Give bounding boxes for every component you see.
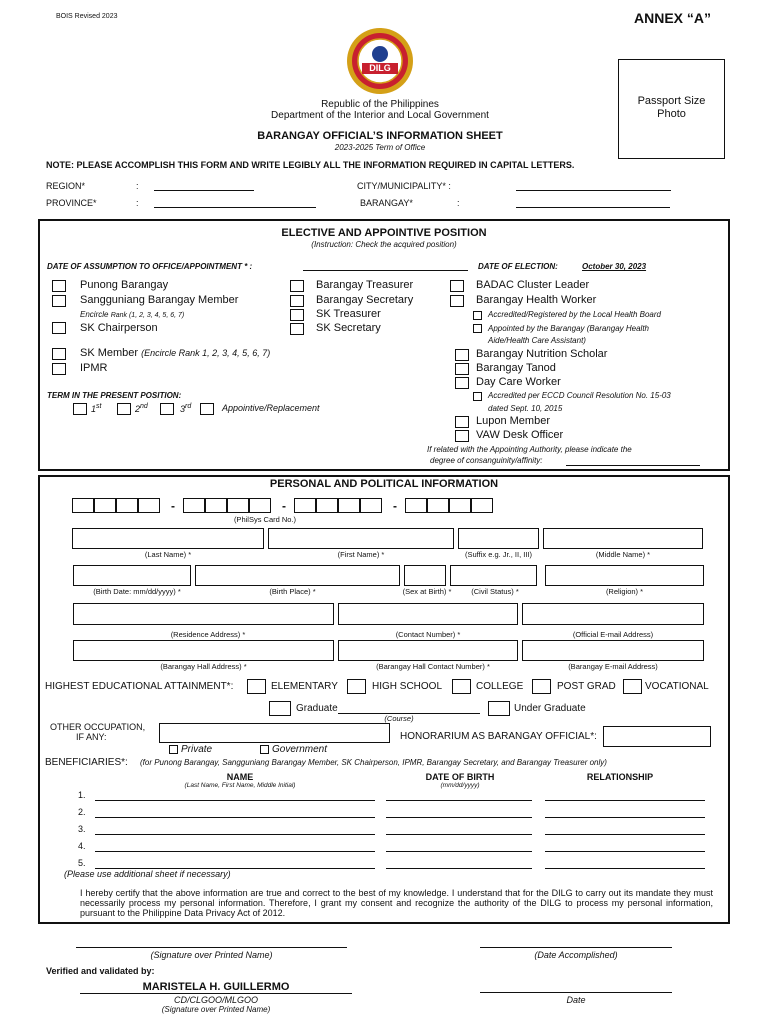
philsys-digit-box[interactable] (427, 498, 449, 513)
postgrad-label: POST GRAD (557, 681, 616, 692)
bns-checkbox[interactable] (455, 349, 469, 361)
logo-text: DILG (369, 63, 391, 73)
sex-field[interactable] (404, 565, 446, 586)
sk-member-rank: (Encircle Rank 1, 2, 3, 4, 5, 6, 7) (141, 348, 271, 358)
government-checkbox[interactable] (260, 745, 269, 754)
beneficiary-row-number: 5. (78, 858, 86, 868)
form-title: BARANGAY OFFICIAL’S INFORMATION SHEET (257, 130, 503, 142)
daycare-checkbox[interactable] (455, 377, 469, 389)
private-label: Private (181, 744, 213, 755)
bhw-appointed-label-1: Appointed by the Barangay (Barangay Health (488, 324, 649, 333)
last-name-label: (Last Name) * (144, 550, 192, 559)
personal-title: PERSONAL AND POLITICAL INFORMATION (269, 478, 499, 490)
beneficiary-dob-field[interactable] (386, 800, 532, 801)
honorarium-field[interactable] (603, 726, 711, 747)
beneficiary-dob-field[interactable] (386, 851, 532, 852)
tanod-checkbox[interactable] (455, 363, 469, 375)
undergrad-label: Under Graduate (514, 703, 586, 714)
contact-field[interactable] (338, 603, 518, 625)
beneficiary-name-field[interactable] (95, 800, 375, 801)
hall-address-label: (Barangay Hall Address) * (160, 662, 247, 671)
daycare-acc-label-2: dated Sept. 10, 2015 (488, 404, 563, 413)
philsys-digit-box[interactable] (138, 498, 160, 513)
graduate-label: Graduate (296, 703, 338, 714)
sex-label: (Sex at Birth) * (402, 587, 452, 596)
last-name-field[interactable] (72, 528, 264, 549)
beneficiary-row-number: 2. (78, 807, 86, 817)
bhw-checkbox[interactable] (450, 295, 464, 307)
department-label: Department of the Interior and Local Government (271, 110, 489, 121)
hall-contact-label: (Barangay Hall Contact Number) * (376, 662, 490, 671)
highschool-label: HIGH SCHOOL (372, 681, 443, 692)
brgy-email-field[interactable] (522, 640, 704, 661)
col-dob-sub: (mm/dd/yyyy) (440, 782, 480, 789)
beneficiary-relationship-field[interactable] (545, 851, 705, 852)
vaw-checkbox[interactable] (455, 430, 469, 442)
election-date: October 30, 2023 (582, 262, 647, 271)
elementary-label: ELEMENTARY (271, 681, 338, 692)
photo-label-1: Passport Size (637, 95, 706, 107)
certification-text: I hereby certify that the above information are true and correct to the best of my knowledge. I understand that for the DILG to carry out its mandate they must necessarily process my personal information. Therefore, I grant my consent and recognize the authority of the DILG to process my personal information, pursuant to the Philippine Data Privacy Act of 2012. (80, 888, 713, 918)
city-label: CITY/MUNICIPALITY* : (357, 181, 451, 191)
secretary-label: Barangay Secretary (316, 294, 414, 306)
bhw-appointed-checkbox[interactable] (473, 324, 482, 333)
beneficiary-relationship-field[interactable] (545, 834, 705, 835)
note-text: NOTE: PLEASE ACCOMPLISH THIS FORM AND WRITE LEGIBLY ALL THE INFORMATION REQUIRED IN CAPITAL LETTERS. (46, 160, 575, 170)
graduate-checkbox[interactable] (269, 701, 291, 716)
col-name-sub: (Last Name, First Name, Middle Initial) (184, 782, 296, 789)
region-field[interactable] (154, 190, 254, 191)
term-3-sup: rd (185, 403, 192, 410)
honorarium-label: HONORARIUM AS BARANGAY OFFICIAL*: (400, 731, 597, 742)
verifier-sig-label: (Signature over Printed Name) (161, 1005, 271, 1014)
treasurer-checkbox[interactable] (290, 280, 304, 292)
brgy-email-label: (Barangay E-mail Address) (568, 662, 658, 671)
philsys-digit-box[interactable] (183, 498, 205, 513)
philsys-dash-2: - (282, 499, 286, 513)
bhw-label: Barangay Health Worker (476, 294, 597, 306)
suffix-field[interactable] (458, 528, 539, 549)
vocational-checkbox[interactable] (623, 679, 642, 694)
term-2-checkbox[interactable] (117, 403, 131, 415)
kagawad-checkbox[interactable] (52, 295, 66, 307)
barangay-colon: : (457, 198, 460, 208)
college-label: COLLEGE (476, 681, 524, 692)
beneficiary-name-field[interactable] (95, 834, 375, 835)
encircle-label: Encircle (80, 310, 109, 319)
first-name-field[interactable] (268, 528, 454, 549)
region-label: REGION* (46, 181, 86, 191)
elementary-checkbox[interactable] (247, 679, 266, 694)
position-section (38, 219, 730, 471)
sk-treasurer-checkbox[interactable] (290, 309, 304, 321)
kagawad-label: Sangguniang Barangay Member (80, 294, 239, 306)
email-label: (Official E-mail Address) (572, 630, 654, 639)
signature-label: (Signature over Printed Name) (150, 950, 273, 960)
middle-name-field[interactable] (543, 528, 703, 549)
birth-place-label: (Birth Place) * (269, 587, 316, 596)
sk-secretary-checkbox[interactable] (290, 323, 304, 335)
col-rel-header: RELATIONSHIP (586, 772, 654, 782)
other-occ-label-1: OTHER OCCUPATION, (50, 722, 146, 732)
beneficiary-dob-field[interactable] (386, 868, 532, 869)
hall-contact-field[interactable] (338, 640, 518, 661)
ipmr-checkbox[interactable] (52, 363, 66, 375)
philsys-label: (PhilSys Card No.) (233, 515, 297, 524)
hall-address-field[interactable] (73, 640, 334, 661)
tanod-label: Barangay Tanod (476, 362, 556, 374)
birth-date-field[interactable] (73, 565, 191, 586)
beneficiary-relationship-field[interactable] (545, 800, 705, 801)
col-name-header: NAME (226, 772, 254, 782)
verified-label: Verified and validated by: (46, 966, 155, 976)
philsys-digit-box[interactable] (294, 498, 316, 513)
philsys-digit-box[interactable] (227, 498, 249, 513)
bhw-accredited-checkbox[interactable] (473, 311, 482, 320)
birth-place-field[interactable] (195, 565, 400, 586)
beneficiaries-note: (for Punong Barangay, Sangguniang Barangay Member, SK Chairperson, IPMR, Barangay Secretary, and Barangay Treasurer only) (140, 758, 607, 767)
beneficiary-relationship-field[interactable] (545, 817, 705, 818)
sk-secretary-label: SK Secretary (316, 322, 381, 334)
term-2-label: 2 (135, 404, 141, 414)
election-label: DATE OF ELECTION: (478, 262, 558, 271)
philsys-digit-box[interactable] (360, 498, 382, 513)
beneficiary-row-number: 4. (78, 841, 86, 851)
province-label: PROVINCE* (46, 198, 97, 208)
verifier-role: CD/CLGOO/MLGOO (173, 995, 258, 1005)
philsys-digit-box[interactable] (405, 498, 427, 513)
city-field[interactable] (516, 190, 671, 191)
verifier-name: MARISTELA H. GUILLERMO (142, 981, 290, 993)
region-colon: : (136, 181, 139, 191)
civil-status-field[interactable] (450, 565, 537, 586)
additional-sheet-note: (Please use additional sheet if necessary) (64, 869, 231, 879)
sk-chair-checkbox[interactable] (52, 322, 66, 334)
suffix-label: (Suffix e.g. Jr., II, III) (465, 550, 532, 559)
bhw-appointed-label-2: Aide/Health Care Assistant) (488, 336, 586, 345)
first-name-label: (First Name) * (337, 550, 385, 559)
lupon-label: Lupon Member (476, 415, 550, 427)
philsys-digit-box[interactable] (449, 498, 471, 513)
dilg-logo (338, 26, 422, 96)
private-checkbox[interactable] (169, 745, 178, 754)
relation-field[interactable] (566, 465, 700, 466)
beneficiary-relationship-field[interactable] (545, 868, 705, 869)
beneficiary-name-field[interactable] (95, 851, 375, 852)
term-label: TERM IN THE PRESENT POSITION: (47, 391, 182, 400)
philsys-digit-box[interactable] (471, 498, 493, 513)
religion-label: (Religion) * (605, 587, 644, 596)
other-occ-label-2: IF ANY: (76, 732, 107, 742)
philsys-digit-box[interactable] (249, 498, 271, 513)
ipmr-label: IPMR (80, 362, 108, 374)
treasurer-label: Barangay Treasurer (316, 279, 414, 291)
sk-member-checkbox[interactable] (52, 348, 66, 360)
verifier-signature-line[interactable] (80, 993, 352, 994)
philsys-digit-box[interactable] (316, 498, 338, 513)
sk-treasurer-label: SK Treasurer (316, 308, 381, 320)
daycare-label: Day Care Worker (476, 376, 561, 388)
beneficiary-name-field[interactable] (95, 817, 375, 818)
barangay-field[interactable] (516, 207, 670, 208)
lupon-checkbox[interactable] (455, 416, 469, 428)
term-of-office: 2023-2025 Term of Office (334, 143, 426, 152)
term-3-checkbox[interactable] (160, 403, 174, 415)
other-occupation-field[interactable] (159, 723, 390, 743)
course-label: (Course) (384, 714, 414, 723)
beneficiary-row-number: 3. (78, 824, 86, 834)
passport-photo-box[interactable] (618, 59, 725, 159)
religion-field[interactable] (545, 565, 704, 586)
daycare-accredited-checkbox[interactable] (473, 392, 482, 401)
badac-label: BADAC Cluster Leader (476, 279, 590, 291)
philsys-digit-box[interactable] (116, 498, 138, 513)
term-1-label: 1 (91, 404, 97, 414)
secretary-checkbox[interactable] (290, 295, 304, 307)
term-1-sup: st (96, 403, 102, 410)
middle-name-label: (Middle Name) * (595, 550, 651, 559)
position-instruction: (Instruction: Check the acquired position) (311, 240, 457, 249)
verify-date-line[interactable] (480, 992, 672, 993)
bns-label: Barangay Nutrition Scholar (476, 348, 608, 360)
beneficiaries-label: BENEFICIARIES*: (45, 757, 128, 768)
beneficiary-dob-field[interactable] (386, 817, 532, 818)
college-checkbox[interactable] (452, 679, 471, 694)
assumption-label: DATE OF ASSUMPTION TO OFFICE/APPOINTMENT * : (47, 262, 253, 271)
bhw-accredited-label: Accredited/Registered by the Local Health Board (488, 310, 661, 319)
philsys-digit-box[interactable] (72, 498, 94, 513)
philsys-digit-box[interactable] (338, 498, 360, 513)
punong-checkbox[interactable] (52, 280, 66, 292)
birth-date-label: (Birth Date: mm/dd/yyyy) * (93, 587, 181, 596)
photo-label-2: Photo (657, 108, 686, 120)
philsys-dash-3: - (393, 499, 397, 513)
residence-label: (Residence Address) * (170, 630, 246, 639)
civil-status-label: (Civil Status) * (471, 587, 519, 596)
province-field[interactable] (154, 207, 316, 208)
province-colon: : (136, 198, 139, 208)
col-dob-header: DATE OF BIRTH (425, 772, 495, 782)
beneficiary-dob-field[interactable] (386, 834, 532, 835)
barangay-label: BARANGAY* (360, 198, 413, 208)
daycare-acc-label-1: Accredited per ECCD Council Resolution No. 15-03 (488, 391, 671, 400)
punong-label: Punong Barangay (80, 279, 169, 291)
relation-label-2: degree of consanguinity/affinity: (430, 456, 543, 465)
residence-field[interactable] (73, 603, 334, 625)
sk-chair-label: SK Chairperson (80, 322, 158, 334)
term-2-sup: nd (140, 403, 148, 410)
sk-member-label: SK Member (80, 347, 139, 359)
term-3-label: 3 (180, 404, 186, 414)
annex-label: ANNEX “A” (634, 10, 712, 26)
date-accomplished-label: (Date Accomplished) (534, 950, 618, 960)
contact-label: (Contact Number) * (395, 630, 461, 639)
position-title: ELECTIVE AND APPOINTIVE POSITION (281, 227, 487, 239)
verify-date-label: Date (566, 995, 586, 1005)
revision-label: BOIS Revised 2023 (56, 13, 118, 20)
vaw-label: VAW Desk Officer (476, 429, 564, 441)
appointive-checkbox[interactable] (200, 403, 214, 415)
vocational-label: VOCATIONAL (645, 681, 709, 692)
beneficiary-row-number: 1. (78, 790, 86, 800)
republic-label: Republic of the Philippines (321, 99, 439, 110)
signature-line[interactable] (76, 947, 347, 948)
philsys-digit-box[interactable] (94, 498, 116, 513)
relation-label-1: If related with the Appointing Authority, please indicate the (427, 445, 632, 454)
appointive-label: Appointive/Replacement (222, 403, 320, 413)
term-1-checkbox[interactable] (73, 403, 87, 415)
kagawad-rank: Rank (1, 2, 3, 4, 5, 6, 7) (110, 312, 185, 319)
email-field[interactable] (522, 603, 704, 625)
assumption-field[interactable] (303, 270, 468, 271)
education-label: HIGHEST EDUCATIONAL ATTAINMENT*: (45, 681, 234, 692)
badac-checkbox[interactable] (450, 280, 464, 292)
postgrad-checkbox[interactable] (532, 679, 551, 694)
philsys-digit-box[interactable] (205, 498, 227, 513)
highschool-checkbox[interactable] (347, 679, 366, 694)
philsys-dash-1: - (171, 499, 175, 513)
undergrad-checkbox[interactable] (488, 701, 510, 716)
government-label: Government (272, 744, 328, 755)
date-accomplished-line[interactable] (480, 947, 672, 948)
